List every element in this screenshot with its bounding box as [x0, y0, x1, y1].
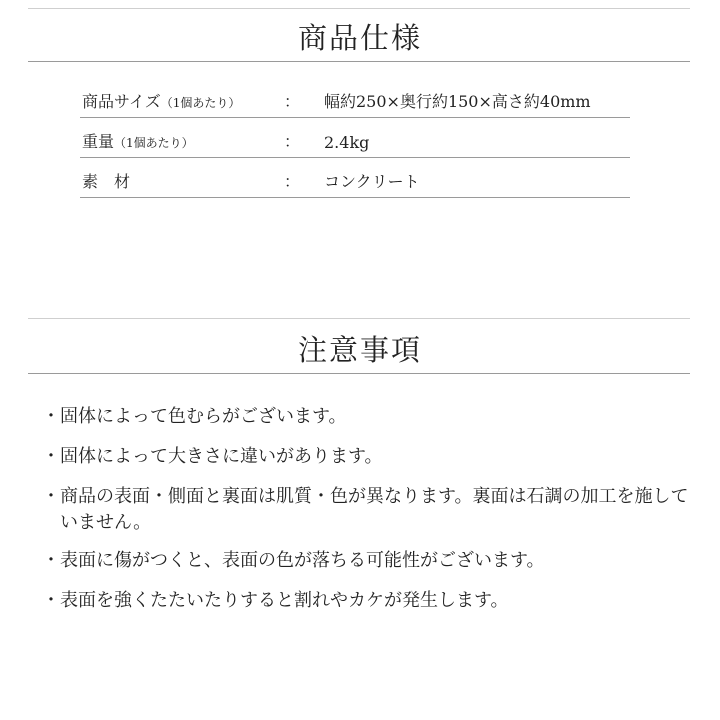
spec-label: [82, 169, 130, 192]
spec-colon: ：: [284, 92, 301, 111]
spec-label-note: （1個あたり）: [160, 96, 241, 110]
spec-label: [82, 129, 194, 152]
notice-item: [42, 548, 692, 574]
notice-item: [42, 588, 692, 614]
notice-item: [42, 444, 692, 470]
bullet: ・: [42, 590, 60, 611]
spec-value: 幅約250×奥行約150×高さ約40mm: [324, 92, 591, 111]
notice-section-title: 注意事項: [297, 333, 422, 367]
notice-title-divider: [28, 373, 690, 374]
spec-label-text: 素 材: [82, 172, 131, 191]
spec-row-weight: [82, 118, 630, 158]
notice-text: 商品の表面・側面と裏面は肌質・色が異なります。裏面は石調の加工を施していません。: [60, 486, 689, 533]
notice-text: 固体によって色むらがございます。: [60, 406, 347, 427]
notice-text: 表面に傷がつくと、表面の色が落ちる可能性がございます。: [60, 550, 545, 571]
notice-text: 表面を強くたたいたりすると割れやカケが発生します。: [60, 590, 509, 611]
bullet: ・: [42, 446, 60, 467]
spec-row-divider: [80, 197, 630, 198]
spec-label-text: 重量: [82, 132, 115, 151]
spec-colon: ：: [284, 132, 301, 151]
spec-row-size: [82, 78, 630, 118]
notice-item: [42, 484, 692, 536]
bullet: ・: [42, 550, 60, 571]
bullet: ・: [42, 486, 60, 507]
notice-text: 固体によって大きさに違いがあります。: [60, 446, 383, 467]
spec-top-divider: [28, 8, 690, 9]
spec-value: コンクリート: [324, 172, 420, 191]
spec-value: 2.4kg: [324, 133, 370, 152]
spec-label-note: （1個あたり）: [114, 136, 194, 150]
bullet: ・: [42, 406, 60, 427]
notice-item: [42, 404, 692, 430]
notice-top-divider: [28, 318, 690, 319]
spec-section-title: 商品仕様: [297, 21, 422, 55]
spec-label-text: 商品サイズ: [82, 92, 161, 111]
spec-row-material: [82, 158, 630, 198]
spec-title-divider: [28, 61, 690, 62]
spec-colon: ：: [284, 172, 301, 191]
spec-label: [82, 89, 240, 112]
